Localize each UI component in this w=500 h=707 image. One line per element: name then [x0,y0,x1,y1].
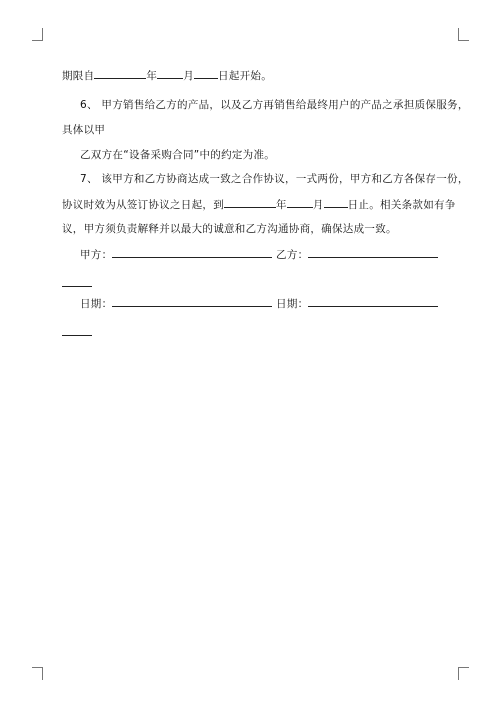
signature-continuation [62,276,92,291]
month-label: 月 [183,70,195,82]
party-b-signature-blank [308,247,438,258]
date-label-a: 日期： [80,298,113,310]
date-line [80,296,438,311]
end-month-blank [287,197,313,208]
year-label: 年 [146,70,158,82]
party-b-date-blank [308,296,438,307]
end-year-blank [224,197,276,208]
clause-7-line-3: 议，甲方须负责解释并以最大的诚意和乙方沟通协商，确保达成一致。 [62,223,397,235]
date-continuation [62,325,92,340]
day-blank [194,68,218,79]
term-start-suffix: 日起开始。 [218,70,273,82]
term-start-prefix: 期限自 [62,70,95,82]
party-a-signature-blank [112,247,272,258]
end-month-label: 月 [312,199,324,211]
clause-7-line-2 [62,197,456,212]
end-day-blank [324,197,348,208]
crop-mark-top-right [458,28,469,41]
clause-7-line-1: 7、 该甲方和乙方协商达成一致之合作协议，一式两份，甲方和乙方各保存一份， [80,173,469,185]
crop-mark-bottom-right [458,667,469,680]
signature-line [80,247,438,262]
clause-6-line-3: 乙双方在“设备采购合同”中的约定为准。 [80,149,276,161]
crop-mark-bottom-left [32,667,43,680]
month-blank [157,68,183,79]
crop-mark-top-left [32,28,43,41]
clause-6-line-2: 具体以甲 [62,124,106,136]
date-blank-continued [62,325,92,336]
end-year-label: 年 [276,199,287,211]
clause-6-line-1: 6、 甲方销售给乙方的产品，以及乙方再销售给最终用户的产品之承担质保服务， [80,99,469,111]
term-start-line [62,68,272,83]
party-a-label: 甲方： [80,249,113,261]
party-b-label: 乙方： [276,249,309,261]
validity-suffix: 日止。相关条款如有争 [347,199,456,211]
date-label-b: 日期： [276,298,309,310]
party-signature-blank-continued [62,276,92,287]
year-blank [94,68,146,79]
validity-prefix: 协议时效为从签订协议之日起，到 [62,199,224,211]
party-a-date-blank [112,296,272,307]
